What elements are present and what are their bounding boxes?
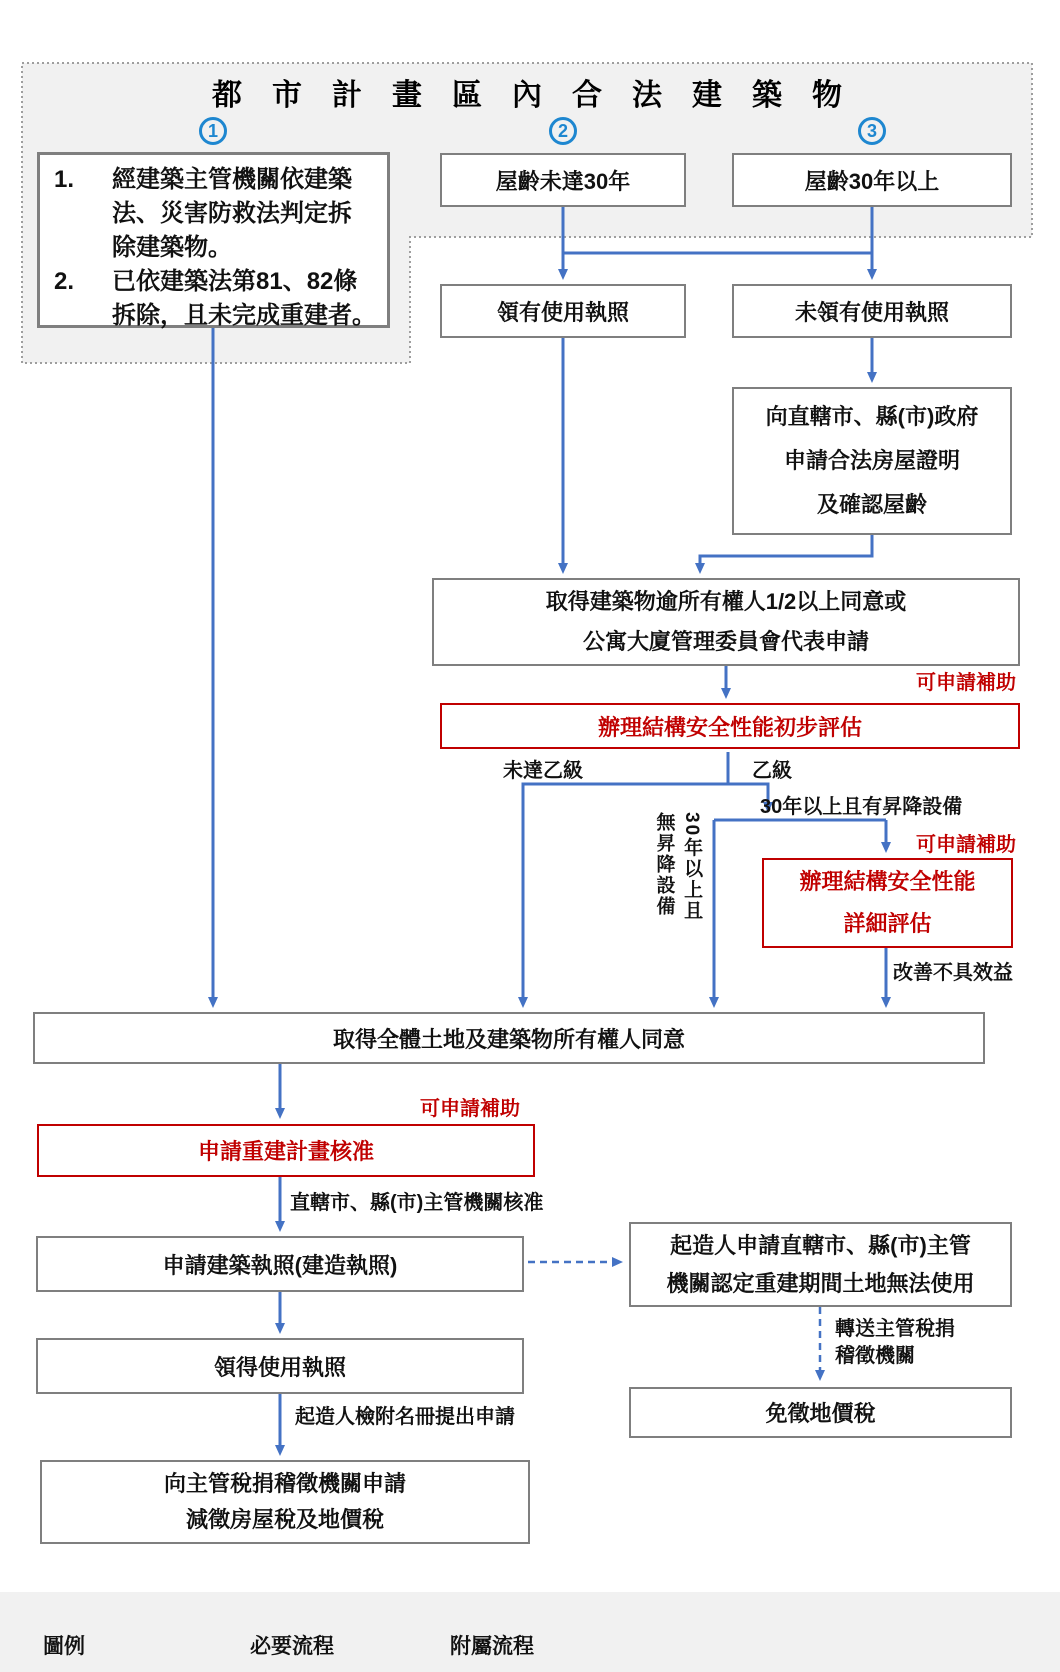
- node-detailed-structural-evaluation: 辦理結構安全性能 詳細評估: [762, 858, 1013, 948]
- legend-title: 圖例: [43, 1635, 85, 1658]
- condition-item: 1. 經建築主管機關依建築 法、災害防救法判定拆 除建築物。: [54, 166, 352, 261]
- page-title: 都市計畫區內合法建築物: [212, 79, 872, 112]
- grade-b-label: 乙級: [752, 760, 792, 782]
- builder-roster-label: 起造人檢附名冊提出申請: [295, 1406, 515, 1428]
- authority-approval-label: 直轄市、縣(市)主管機關核准: [290, 1192, 544, 1214]
- over-30-with-elevator-label: 30年以上且有昇降設備: [760, 796, 963, 818]
- node-apply-legal-house-proof: 向直轄市、縣(市)政府 申請合法房屋證明 及確認屋齡: [732, 387, 1012, 535]
- improvement-not-beneficial-label: 改善不具效益: [893, 962, 1013, 984]
- node-reconstruction-plan-approval: 申請重建計畫核准: [37, 1124, 535, 1177]
- node-has-use-license: 領有使用執照: [440, 284, 686, 338]
- forward-to-tax-authority-label: 轉送主管稅捐 稽徵機關: [835, 1318, 955, 1367]
- legend-required-flow-label: 必要流程: [250, 1635, 334, 1658]
- over-30-no-elevator-label: 30年以上且無昇降設備: [653, 812, 703, 922]
- branch-badge-3: 3: [858, 117, 886, 145]
- branch-badge-2: 2: [549, 117, 577, 145]
- below-grade-b-label: 未達乙級: [503, 760, 583, 782]
- node-half-owner-consent: 取得建築物逾所有權人1/2以上同意或 公寓大廈管理委員會代表申請: [432, 578, 1020, 666]
- auxiliary-flow-arrows: [345, 1262, 820, 1643]
- node-age-under-30: 屋齡未達30年: [440, 153, 686, 207]
- node-no-use-license: 未領有使用執照: [732, 284, 1012, 338]
- node-age-over-30: 屋齡30年以上: [732, 153, 1012, 207]
- node-tax-reduction-application: 向主管稅捐稽徵機關申請 減徵房屋稅及地價稅: [40, 1460, 530, 1544]
- legend-auxiliary-flow-label: 附屬流程: [450, 1635, 534, 1658]
- node-obtain-use-license: 領得使用執照: [36, 1338, 524, 1394]
- subsidy-available-label-3: 可申請補助: [420, 1098, 520, 1120]
- node-initial-structural-evaluation: 辦理結構安全性能初步評估: [440, 703, 1020, 749]
- branch-badge-1: 1: [199, 117, 227, 145]
- node-builder-apply-land-unusable: 起造人申請直轄市、縣(市)主管 機關認定重建期間土地無法使用: [629, 1222, 1012, 1307]
- node-all-owner-consent: 取得全體土地及建築物所有權人同意: [33, 1012, 985, 1064]
- subsidy-available-label-2: 可申請補助: [916, 834, 1016, 856]
- node-building-permit: 申請建築執照(建造執照): [36, 1236, 524, 1292]
- subsidy-available-label-1: 可申請補助: [916, 672, 1016, 694]
- condition-item: 2. 已依建築法第81、82條 拆除，且未完成重建者。: [54, 268, 376, 329]
- node-land-tax-exempt: 免徵地價稅: [629, 1387, 1012, 1438]
- demolition-conditions-box: [37, 152, 390, 328]
